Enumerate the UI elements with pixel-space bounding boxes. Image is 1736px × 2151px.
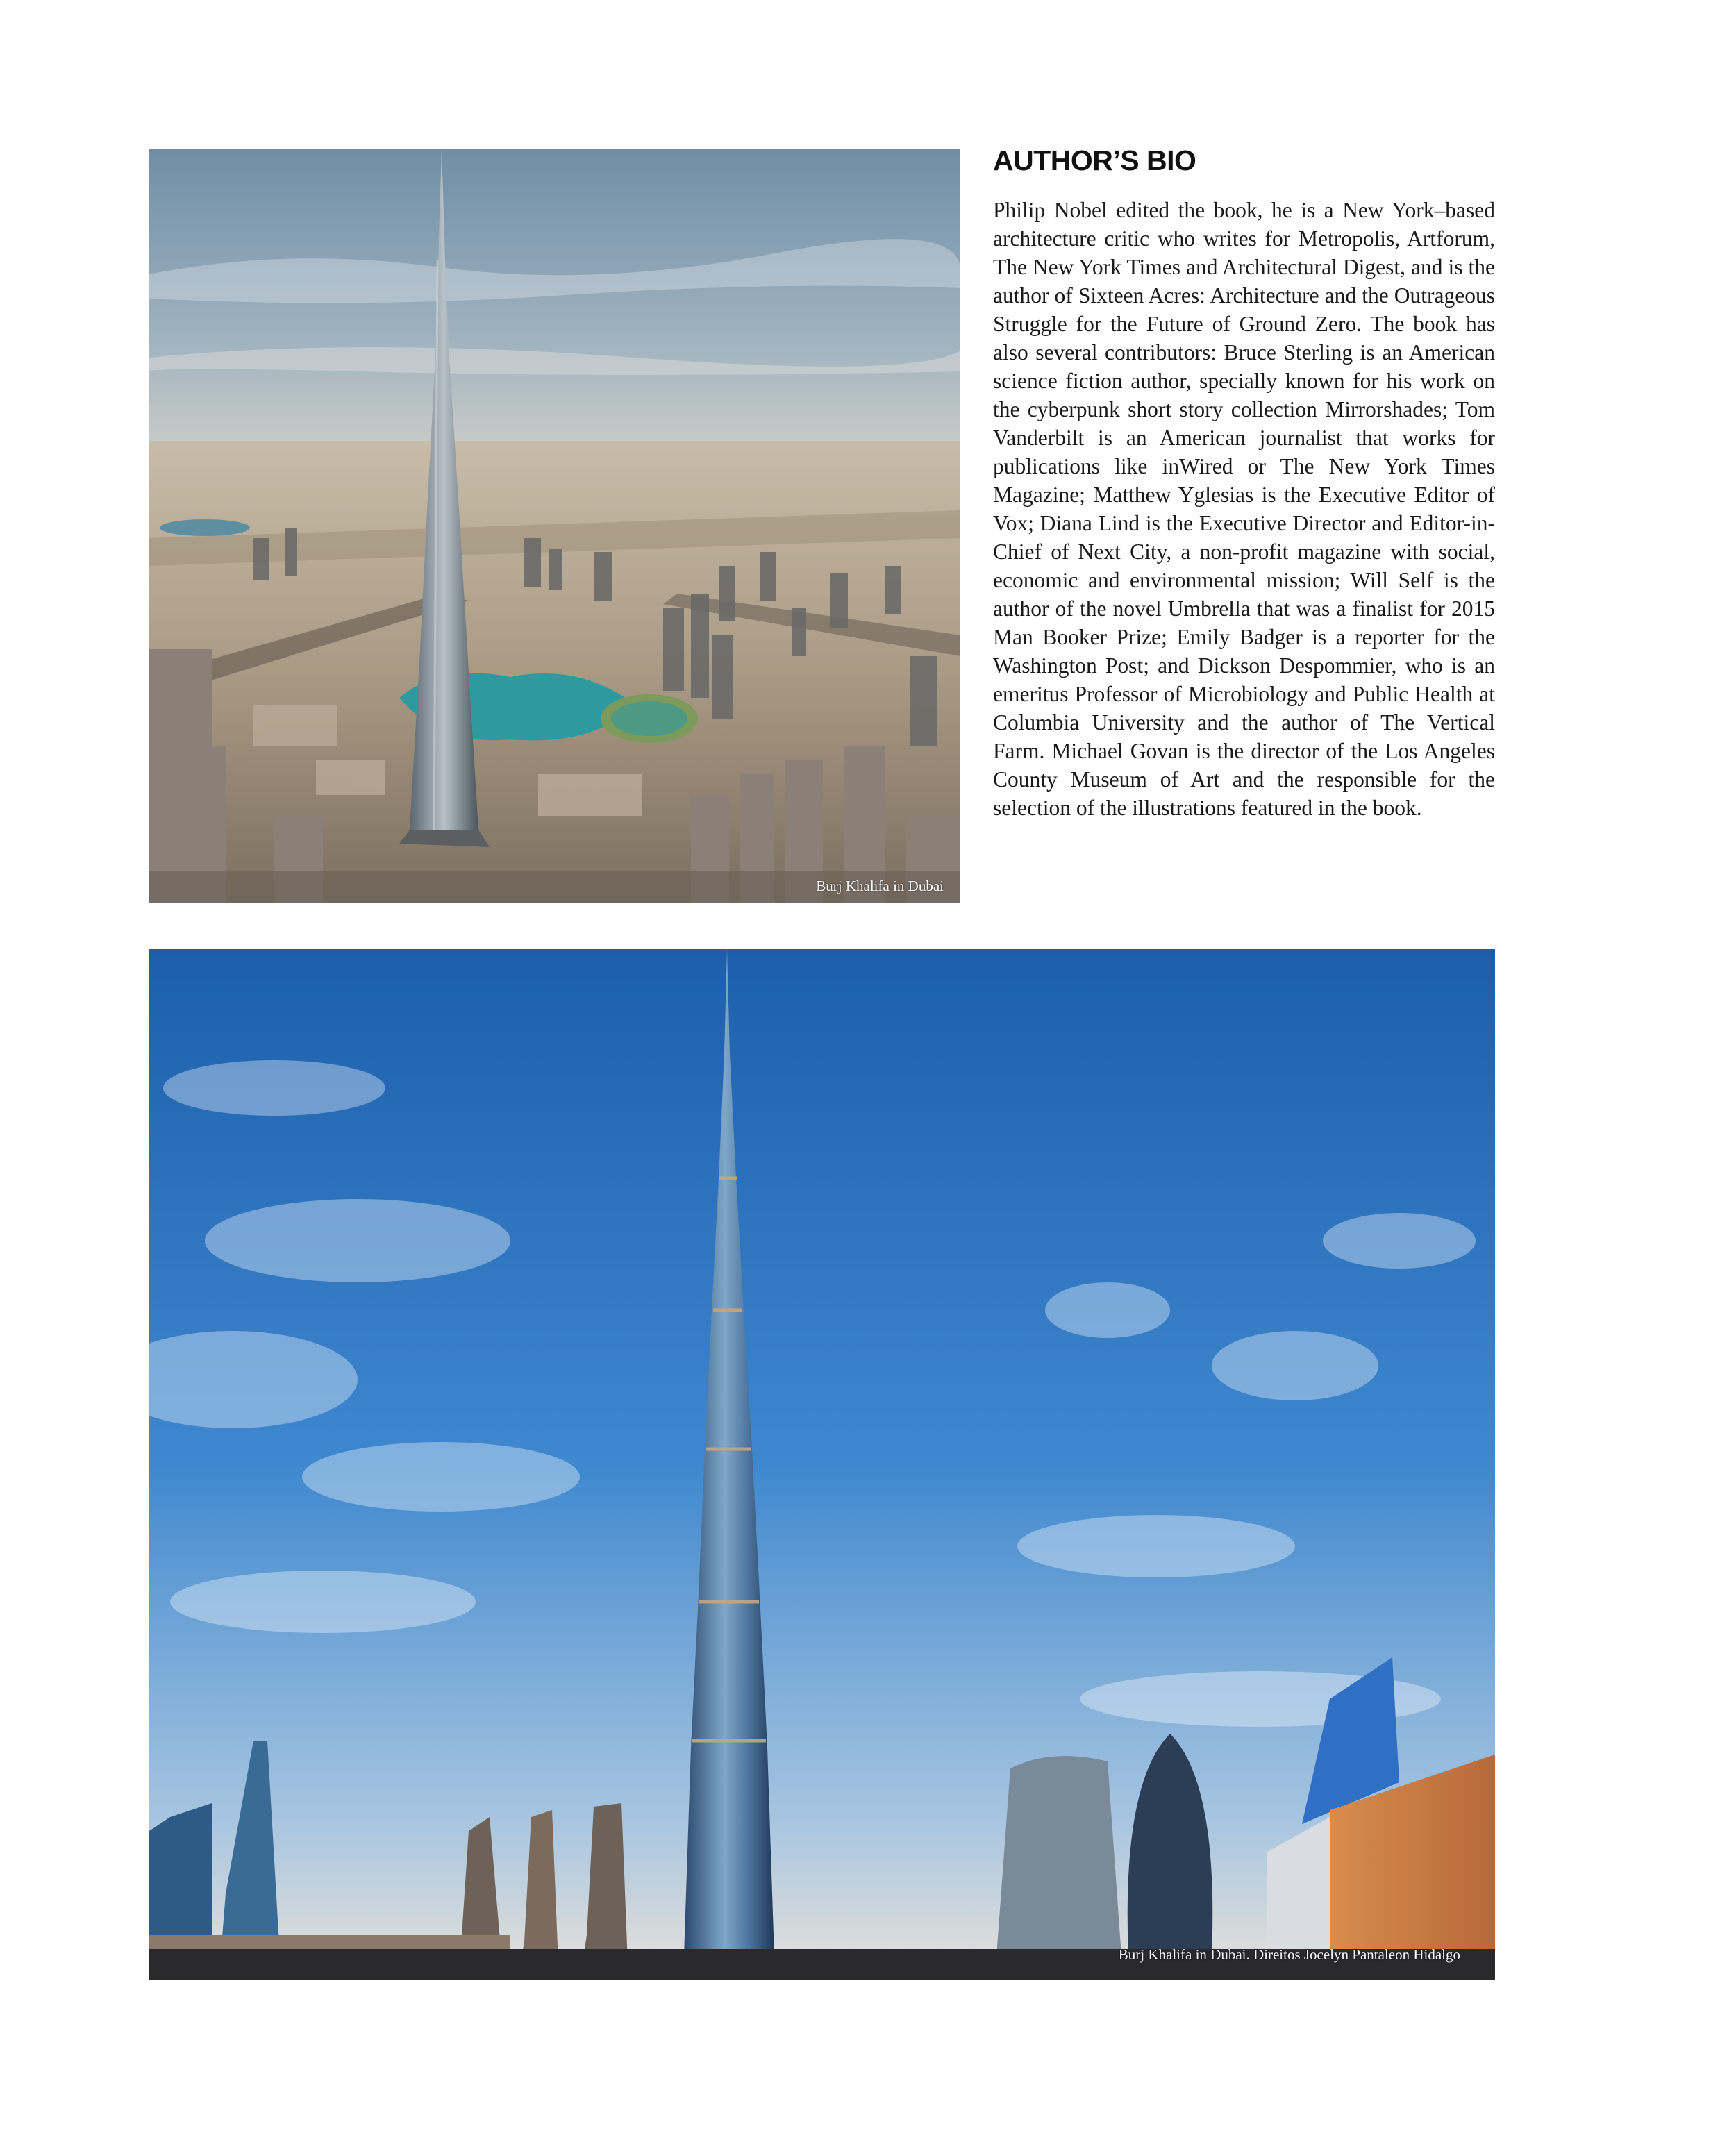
section-heading: AUTHOR’S BIO [993,144,1196,176]
bio-paragraph: Philip Nobel edited the book, he is a New York–based architecture critic who writes for Metropolis, Artforum, The New York Times and Architectural Digest, and is the author of Sixteen Acres: Architecture and the Outrageous Struggle for the Future of Ground Zero. The book has also several contributors: Bruce Sterling is an American science fiction author, specially known for his work on the cyberpunk short story collection Mirrorshades; Tom Vanderbilt is an American journalist that works for publications like inWired or The New York Times Magazine; Matthew Yglesias is the Executive Editor of Vox; Diana Lind is the Executive Director and Editor-in-Chief of Next City, a non-profit magazine with social, economic and environmental mission; Will Self is the author of the novel Umbrella that was a finalist for 2015 Man Booker Prize; Emily Badger is a reporter for the Washington Post; and Dickson Despommier, who is an emeritus Professor of Microbiology and Public Health at Columbia University and the author of The Vertical Farm. Michael Govan is the director of the Los Angeles County Museum of Art and the responsible for the selection of the illustrations featured in the book. [993,198,1495,820]
skyline-illustration [149,949,1495,1980]
aerial-city-illustration [149,149,960,903]
street-photo-burj-khalifa [149,949,1495,1980]
photo-caption-credit: Burj Khalifa in Dubai. Direitos Jocelyn Pantaleon Hidalgo [1118,1946,1460,1963]
photo-caption: Burj Khalifa in Dubai [816,878,944,894]
aerial-photo-burj-khalifa [149,149,960,903]
